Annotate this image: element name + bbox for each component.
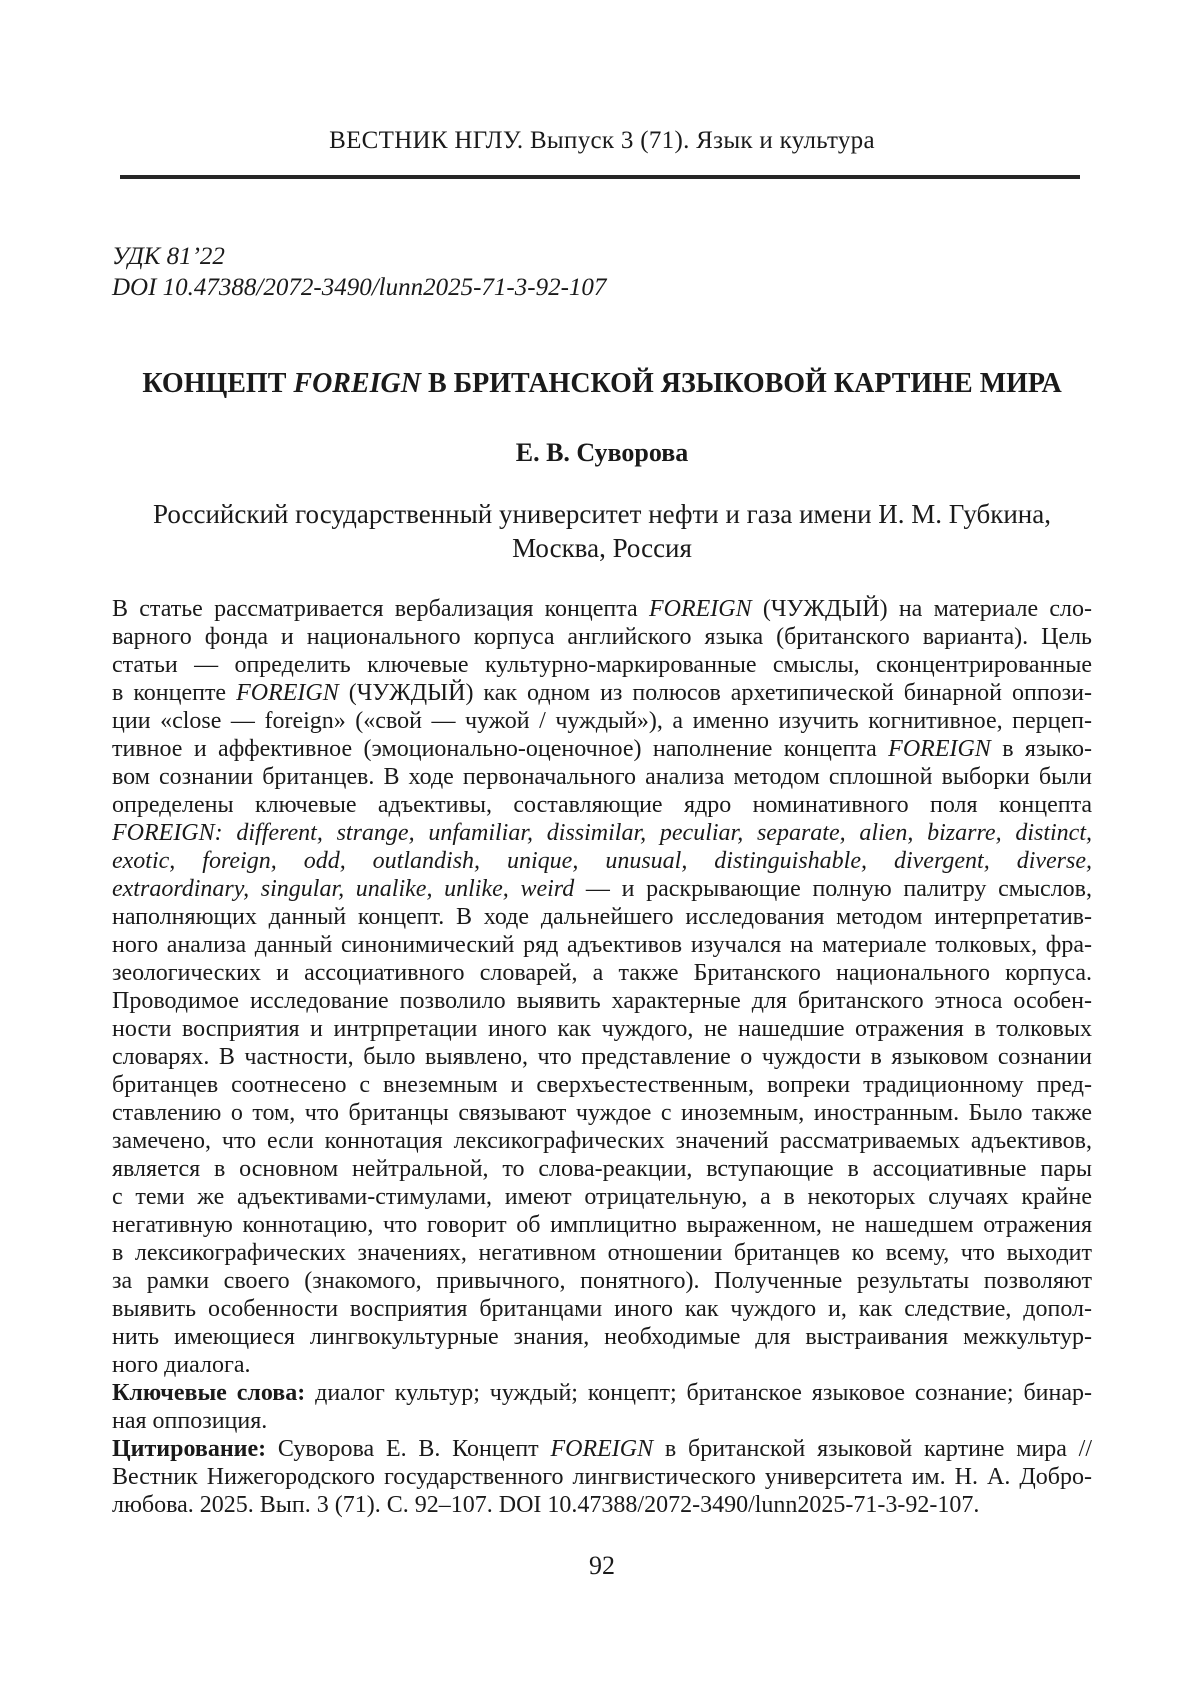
text-segment: в лексикографических значениях, негативном отношении британцев ко всему, что выходит [112, 1240, 1092, 1266]
text-segment: FOREIGN [550, 1436, 654, 1462]
text-segment: FOREIGN [648, 596, 752, 622]
text-line [112, 959, 1092, 987]
text-line [112, 623, 1092, 651]
text-segment: в британской языковой картине мира // [653, 1436, 1092, 1462]
text-segment: является в основном нейтральной, то слова-реакции, вступающие в ассоциативные пары [112, 1156, 1092, 1182]
text-segment: диалог культур; чуждый; концепт; британское языковое сознание; бинар- [305, 1380, 1092, 1406]
text-segment: зеологических и ассоциативного словарей, а также Британского национального корпуса. [112, 960, 1092, 986]
text-line [112, 735, 1092, 763]
text-line [112, 1183, 1092, 1211]
text-segment: В БРИТАНСКОЙ ЯЗЫКОВОЙ КАРТИНЕ МИРА [420, 368, 1062, 399]
text-line [112, 531, 1092, 565]
text-segment: Суворова Е. В. Концепт [266, 1436, 551, 1462]
text-segment: Ключевые слова: [112, 1380, 306, 1406]
text-line [112, 1491, 1092, 1519]
text-line [112, 763, 1092, 791]
text-segment: ного анализа данный синонимический ряд адъективов изучался на материале толковых, фра- [112, 932, 1092, 958]
text-line [112, 679, 1092, 707]
text-segment: ная оппозиция. [112, 1408, 268, 1434]
text-segment: варного фонда и национального корпуса английского языка (британского варианта). Цель [112, 624, 1092, 650]
text-line [112, 1211, 1092, 1239]
article-front-matter [112, 595, 1092, 1519]
text-line [112, 1407, 1092, 1435]
text-line [112, 1015, 1092, 1043]
text-segment: любова. 2025. Вып. 3 (71). С. 92–107. DOI 10.47388/2072-3490/lunn2025-71-3-92-107. [112, 1492, 980, 1518]
text-segment: нить имеющиеся лингвокультурные знания, необходимые для выстраивания межкультур- [112, 1324, 1092, 1350]
text-segment: FOREIGN [236, 680, 339, 706]
text-line [112, 847, 1092, 875]
article-title [112, 367, 1092, 401]
text-line [112, 1099, 1092, 1127]
text-segment: (ЧУЖДЫЙ) как одном из полюсов архетипической бинарной оппози- [338, 680, 1092, 706]
text-segment: Проводимое исследование позволило выявить характерные для британского этноса особен- [112, 988, 1092, 1014]
author-name: Е. В. Суворова [515, 438, 689, 467]
text-segment: с теми же адъективами-стимулами, имеют отрицательную, а в некоторых случаях крайне [112, 1184, 1092, 1210]
text-segment: В статье рассматривается вербализация концепта [112, 596, 649, 622]
affiliation [112, 497, 1092, 565]
text-line [112, 819, 1092, 847]
text-line [112, 651, 1092, 679]
text-line [112, 1071, 1092, 1099]
text-segment: Цитирование: [112, 1436, 267, 1462]
text-segment: наполняющих данный концепт. В ходе дальнейшего исследования методом интерпретатив- [112, 904, 1092, 930]
text-segment: негативную коннотацию, что говорит об имплицитно выраженном, не нашедшем отражения [112, 1212, 1092, 1238]
text-line [112, 1267, 1092, 1295]
text-line [112, 1351, 1092, 1379]
page-content [112, 126, 1092, 1581]
abstract-text [112, 595, 1092, 1379]
text-segment: в концепте [112, 680, 237, 706]
keywords-text [112, 1379, 1092, 1435]
text-line [112, 1155, 1092, 1183]
text-line [112, 931, 1092, 959]
citation-text [112, 1435, 1092, 1519]
text-line [112, 1323, 1092, 1351]
text-segment: — и раскрывающие полную палитру смыслов, [574, 876, 1093, 902]
text-segment: вом сознании британцев. В ходе первоначального анализа методом сплошной выборки были [112, 764, 1092, 790]
text-segment: ставлению о том, что британцы связывают чуждое с иноземным, иностранным. Было также [112, 1100, 1092, 1126]
text-line [112, 1379, 1092, 1407]
text-line [112, 875, 1092, 903]
text-segment: британцев соотнесено с внеземным и сверхъестественным, вопреки традиционному пред- [112, 1072, 1092, 1098]
doi-line: DOI 10.47388/2072-3490/lunn2025-71-3-92-107 [112, 274, 607, 301]
text-segment: FOREIGN [293, 368, 421, 399]
header-rule [120, 175, 1080, 179]
text-line [112, 367, 1092, 401]
text-line [112, 1043, 1092, 1071]
journal-header: ВЕСТНИК НГЛУ. Выпуск 3 (71). Язык и культура [329, 127, 875, 154]
text-segment: в языко- [990, 736, 1092, 762]
text-segment: статьи — определить ключевые культурно-маркированные смыслы, сконцентрированные [112, 652, 1092, 678]
text-segment: ности восприятия и интрпретации иного как чуждого, не нашедшие отражения в толковых [112, 1016, 1092, 1042]
text-line [112, 903, 1092, 931]
text-segment: Российский государственный университет нефти и газа имени И. М. Губкина, [153, 499, 1051, 529]
text-segment: extraordinary, singular, unalike, unlike, weird [112, 876, 575, 902]
meta-block [112, 241, 1092, 303]
text-segment: словарях. В частности, было выявлено, что представление о чуждости в языковом сознании [112, 1044, 1092, 1070]
page-number: 92 [589, 1551, 615, 1580]
text-line [112, 1463, 1092, 1491]
text-segment: замечено, что если коннотация лексикографических значений рассматриваемых адъективов, [112, 1128, 1092, 1154]
text-segment: за рамки своего (знакомого, привычного, понятного). Полученные результаты позволяют [112, 1268, 1092, 1294]
text-segment: Москва, Россия [512, 533, 692, 563]
text-segment: КОНЦЕПТ [142, 368, 294, 399]
text-segment: тивное и аффективное (эмоционально-оценочное) наполнение концепта [112, 736, 889, 762]
text-line [112, 1127, 1092, 1155]
text-segment: ного диалога. [112, 1352, 251, 1378]
text-line [112, 1435, 1092, 1463]
text-line [112, 987, 1092, 1015]
text-line [112, 595, 1092, 623]
text-segment: FOREIGN [888, 736, 991, 762]
text-line [112, 1239, 1092, 1267]
text-segment: определены ключевые адъективы, составляющие ядро номинативного поля концепта [112, 792, 1092, 818]
text-segment: (ЧУЖДЫЙ) на материале сло- [751, 596, 1093, 622]
text-segment: exotic, foreign, odd, outlandish, unique, unusual, distinguishable, divergent, diverse, [112, 848, 1092, 874]
text-line [112, 1295, 1092, 1323]
text-line [112, 497, 1092, 531]
text-segment: Вестник Нижегородского государственного лингвистического университета им. Н. А. Добро- [112, 1464, 1092, 1490]
text-segment: FOREIGN: different, strange, unfamiliar, dissimilar, peculiar, separate, alien, bizarre, distinct, [112, 820, 1092, 846]
text-segment: ции «close — foreign» («свой — чужой / чуждый»), а именно изучить когнитивное, перцеп- [112, 708, 1092, 734]
text-line [112, 791, 1092, 819]
text-segment: выявить особенности восприятия британцами иного как чуждого и, как следствие, допол- [112, 1296, 1092, 1322]
udc-line: УДК 81’22 [112, 243, 225, 270]
text-line [112, 707, 1092, 735]
